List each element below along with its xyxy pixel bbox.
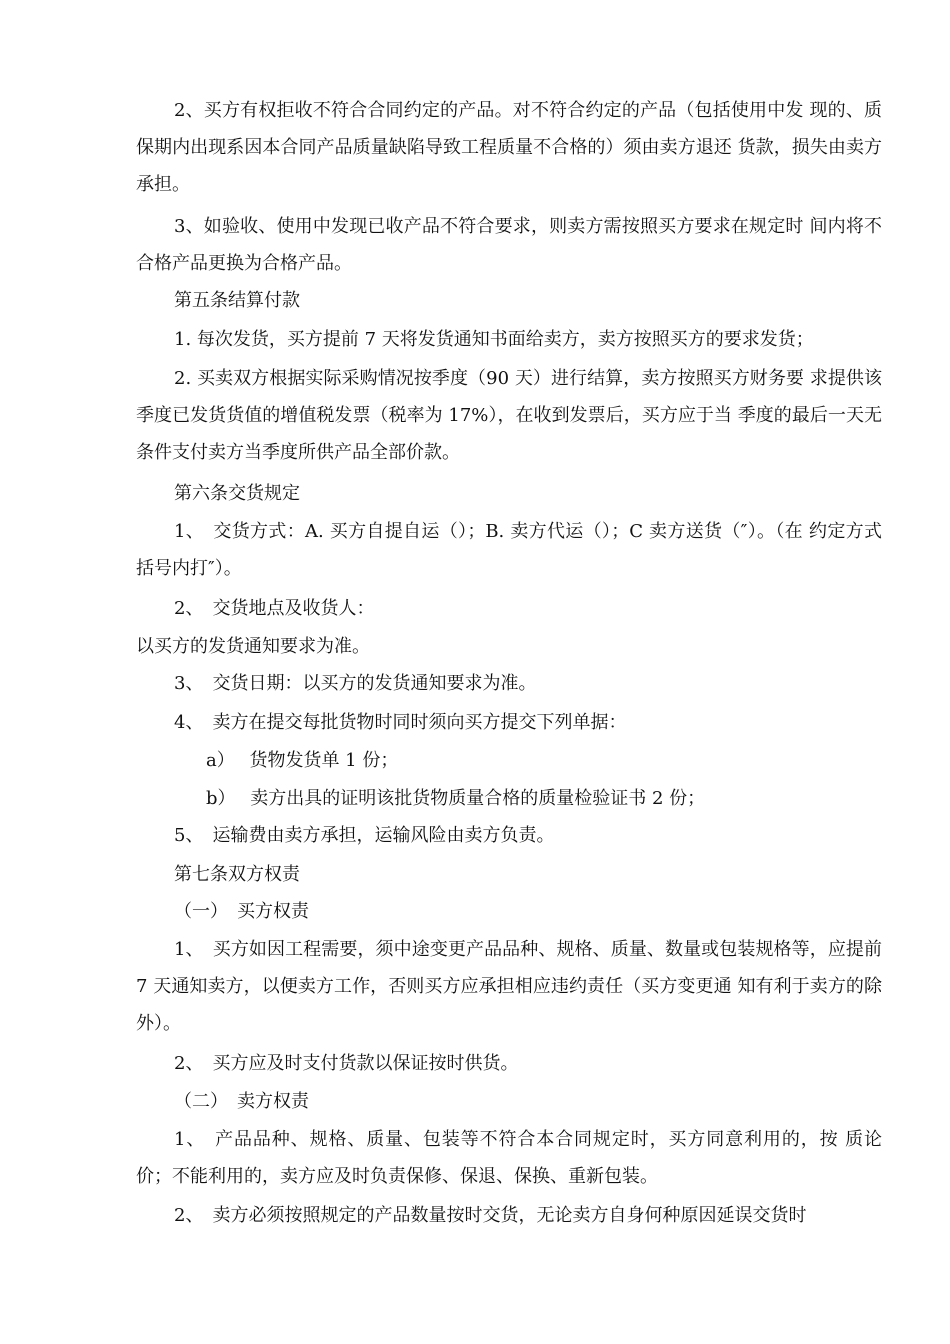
clause-6-2-detail: 以买方的发货通知要求为准。	[136, 636, 370, 657]
seller-clause-2: 2、 卖方必须按照规定的产品数量按时交货，无论卖方自身何种原因延误交货时	[174, 1205, 807, 1226]
article-5-heading: 第五条结算付款	[174, 290, 300, 311]
seller-rights-heading: （二） 卖方权责	[174, 1091, 309, 1112]
clause-6-4: 4、 卖方在提交每批货物时同时须向买方提交下列单据：	[174, 712, 627, 733]
article-7-heading: 第七条双方权责	[174, 864, 300, 885]
clause-6-1: 1、 交货方式：A. 买方自提自运（）；B. 卖方代运（）；C 卖方送货（″）。（在 约定方式括号内打″）。	[136, 521, 882, 579]
clause-6-5: 5、 运输费由卖方承担，运输风险由卖方负责。	[174, 825, 555, 846]
buyer-clause-2: 2、 买方应及时支付货款以保证按时供货。	[174, 1053, 519, 1074]
buyer-clause-1: 1、 买方如因工程需要，须中途变更产品品种、规格、质量、数量或包装规格等，应提前 7 天通知卖方，以便卖方工作，否则买方应承担相应违约责任（买方变更通 知有利于卖方的除外）。	[136, 939, 882, 1034]
clause-4-2: 2、买方有权拒收不符合合同约定的产品。对不符合约定的产品（包括使用中发 现的、质保期内出现系因本合同产品质量缺陷导致工程质量不合格的）须由卖方退还 货款，损失由卖方承担。	[136, 100, 882, 195]
clause-6-2: 2、 交货地点及收货人：	[174, 598, 375, 619]
clause-4-3: 3、如验收、使用中发现已收产品不符合要求，则卖方需按照买方要求在规定时 间内将不合格产品更换为合格产品。	[136, 216, 882, 274]
article-6-heading: 第六条交货规定	[174, 483, 300, 504]
buyer-rights-heading: （一） 买方权责	[174, 901, 309, 922]
clause-6-4-b: b） 卖方出具的证明该批货物质量合格的质量检验证书 2 份；	[206, 788, 706, 809]
seller-clause-1: 1、 产品品种、规格、质量、包装等不符合本合同规定时，买方同意利用的，按 质论价；不能利用的，卖方应及时负责保修、保退、保换、重新包装。	[136, 1129, 882, 1187]
clause-6-3: 3、 交货日期：以买方的发货通知要求为准。	[174, 673, 537, 694]
clause-5-1: 1. 每次发货，买方提前 7 天将发货通知书面给卖方，卖方按照买方的要求发货；	[174, 329, 814, 350]
clause-6-4-a: a） 货物发货单 1 份；	[206, 750, 399, 771]
clause-5-2: 2. 买卖双方根据实际采购情况按季度（90 天）进行结算，卖方按照买方财务要 求提供该季度已发货货值的增值税发票（税率为 17%），在收到发票后，买方应于当 季度的最后一天无条件支付卖方当季度所供产品全部价款。	[136, 368, 882, 463]
